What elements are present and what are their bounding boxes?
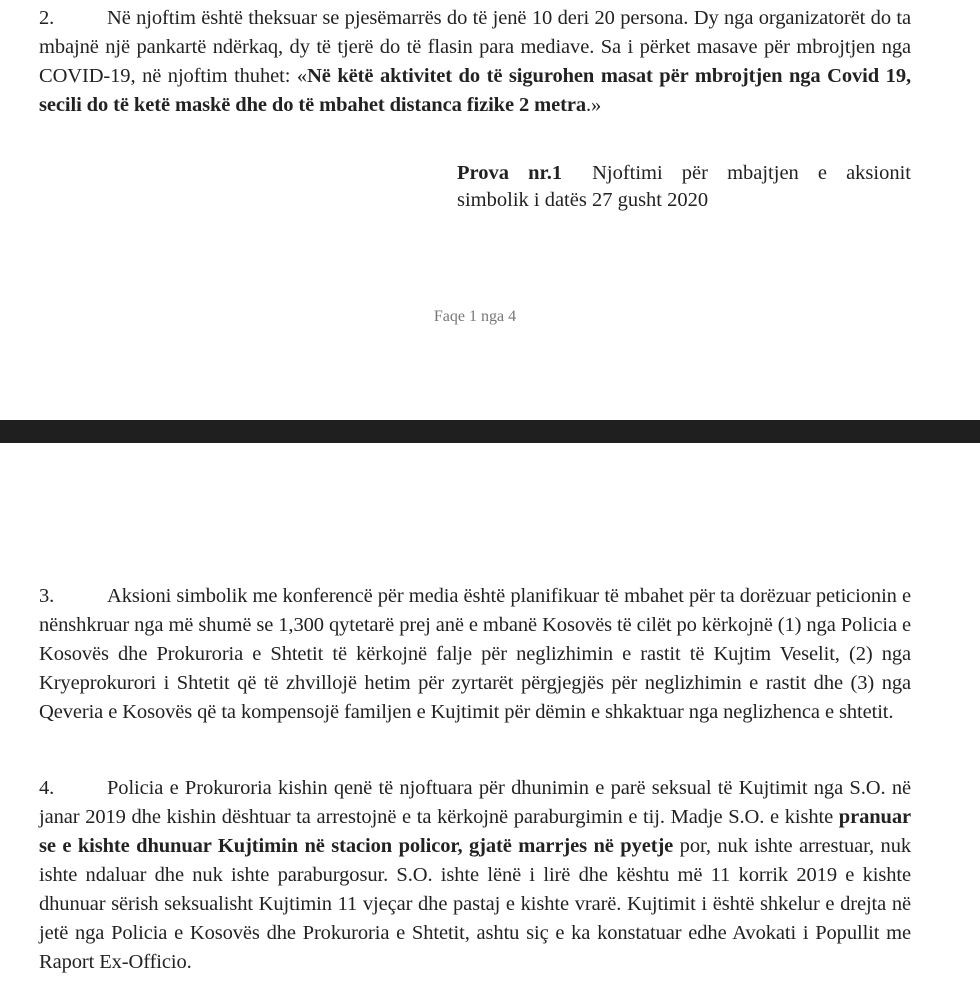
paragraph-2 xyxy=(39,4,911,120)
paragraph-text: Në njoftim është theksuar se pjesëmarrës do të jenë 10 deri 20 persona. Dy nga organizatorët do ta mbajnë një pankartë ndërkaq, dy të tjerë do të flasin para mediave. Sa i përket masave për mbrojtjen nga COVID-19, në njoftim thuhet: « xyxy=(39,7,911,87)
paragraph-number: 4. xyxy=(39,777,55,799)
page-separator xyxy=(0,420,980,443)
paragraph-text: Aksioni simbolik me konferencë për media është planifikuar të mbahet për ta dorëzuar peticionin e nënshkruar nga më shumë se 1,300 qytetarë prej anë e mbanë Kosovës të cilët po kërkojnë (1) nga Policia e Kosovës dhe Prokuroria e Shtetit të kërkojnë falje për neglizhimin e rastit të Kujtim Veselit, (2) nga Kryeprokurori i Shtetit që të zhvillojë hetim për zyrtarët përgjegjës për neglizhimin e rastit dhe (3) nga Qeveria e Kosovës që ta kompensojë familjen e Kujtimit për dëmin e shkaktuar nga neglizhenca e shtetit. xyxy=(39,585,911,723)
paragraph-number: 2. xyxy=(39,7,55,29)
paragraph-text-continued: por, nuk ishte arrestuar, nuk ishte ndaluar dhe nuk ishte paraburgosur. S.O. ishte lënë i lirë dhe kështu më 11 korrik 2019 e kishte dhunuar sërish seksualisht Kujtimin 11 vjeçar dhe pastaj e kishte vrarë. Kujtimit i është shkelur e drejta në jetë nga Policia e Kosovës dhe Prokuroria e Shtetit, ashtu siç e ka konstatuar edhe Avokati i Popullit me Raport Ex-Officio. xyxy=(39,835,911,973)
evidence-reference xyxy=(457,160,911,214)
page-number: Faqe 1 nga 4 xyxy=(433,308,517,325)
paragraph-3 xyxy=(39,582,911,727)
evidence-label: Prova nr.1 xyxy=(457,162,563,184)
paragraph-number: 3. xyxy=(39,585,55,607)
document-page-2 xyxy=(0,443,980,1000)
quoted-bold-text: Në këtë aktivitet do të sigurohen masat për mbrojtjen nga Covid 19, secili do të ketë maskë dhe do të mbahet distanca fizike 2 metra xyxy=(39,65,911,116)
evidence-text: Njoftimi për mbajtjen e aksionit simbolik i datës 27 gusht 2020 xyxy=(457,162,911,211)
quote-close: .» xyxy=(586,94,602,116)
paragraph-text: Policia e Prokuroria kishin qenë të njoftuara për dhunimin e parë seksual të Kujtimit nga S.O. në janar 2019 dhe kishin dështuar ta arrestojnë e ta kërkojnë paraburgimin e tij. Madje S.O. e kishte xyxy=(39,777,911,828)
bold-text: pranuar se e kishte dhunuar Kujtimin në stacion policor, gjatë marrjes në pyetje xyxy=(39,806,911,857)
paragraph-4 xyxy=(39,774,911,977)
document-page-1 xyxy=(0,0,980,420)
